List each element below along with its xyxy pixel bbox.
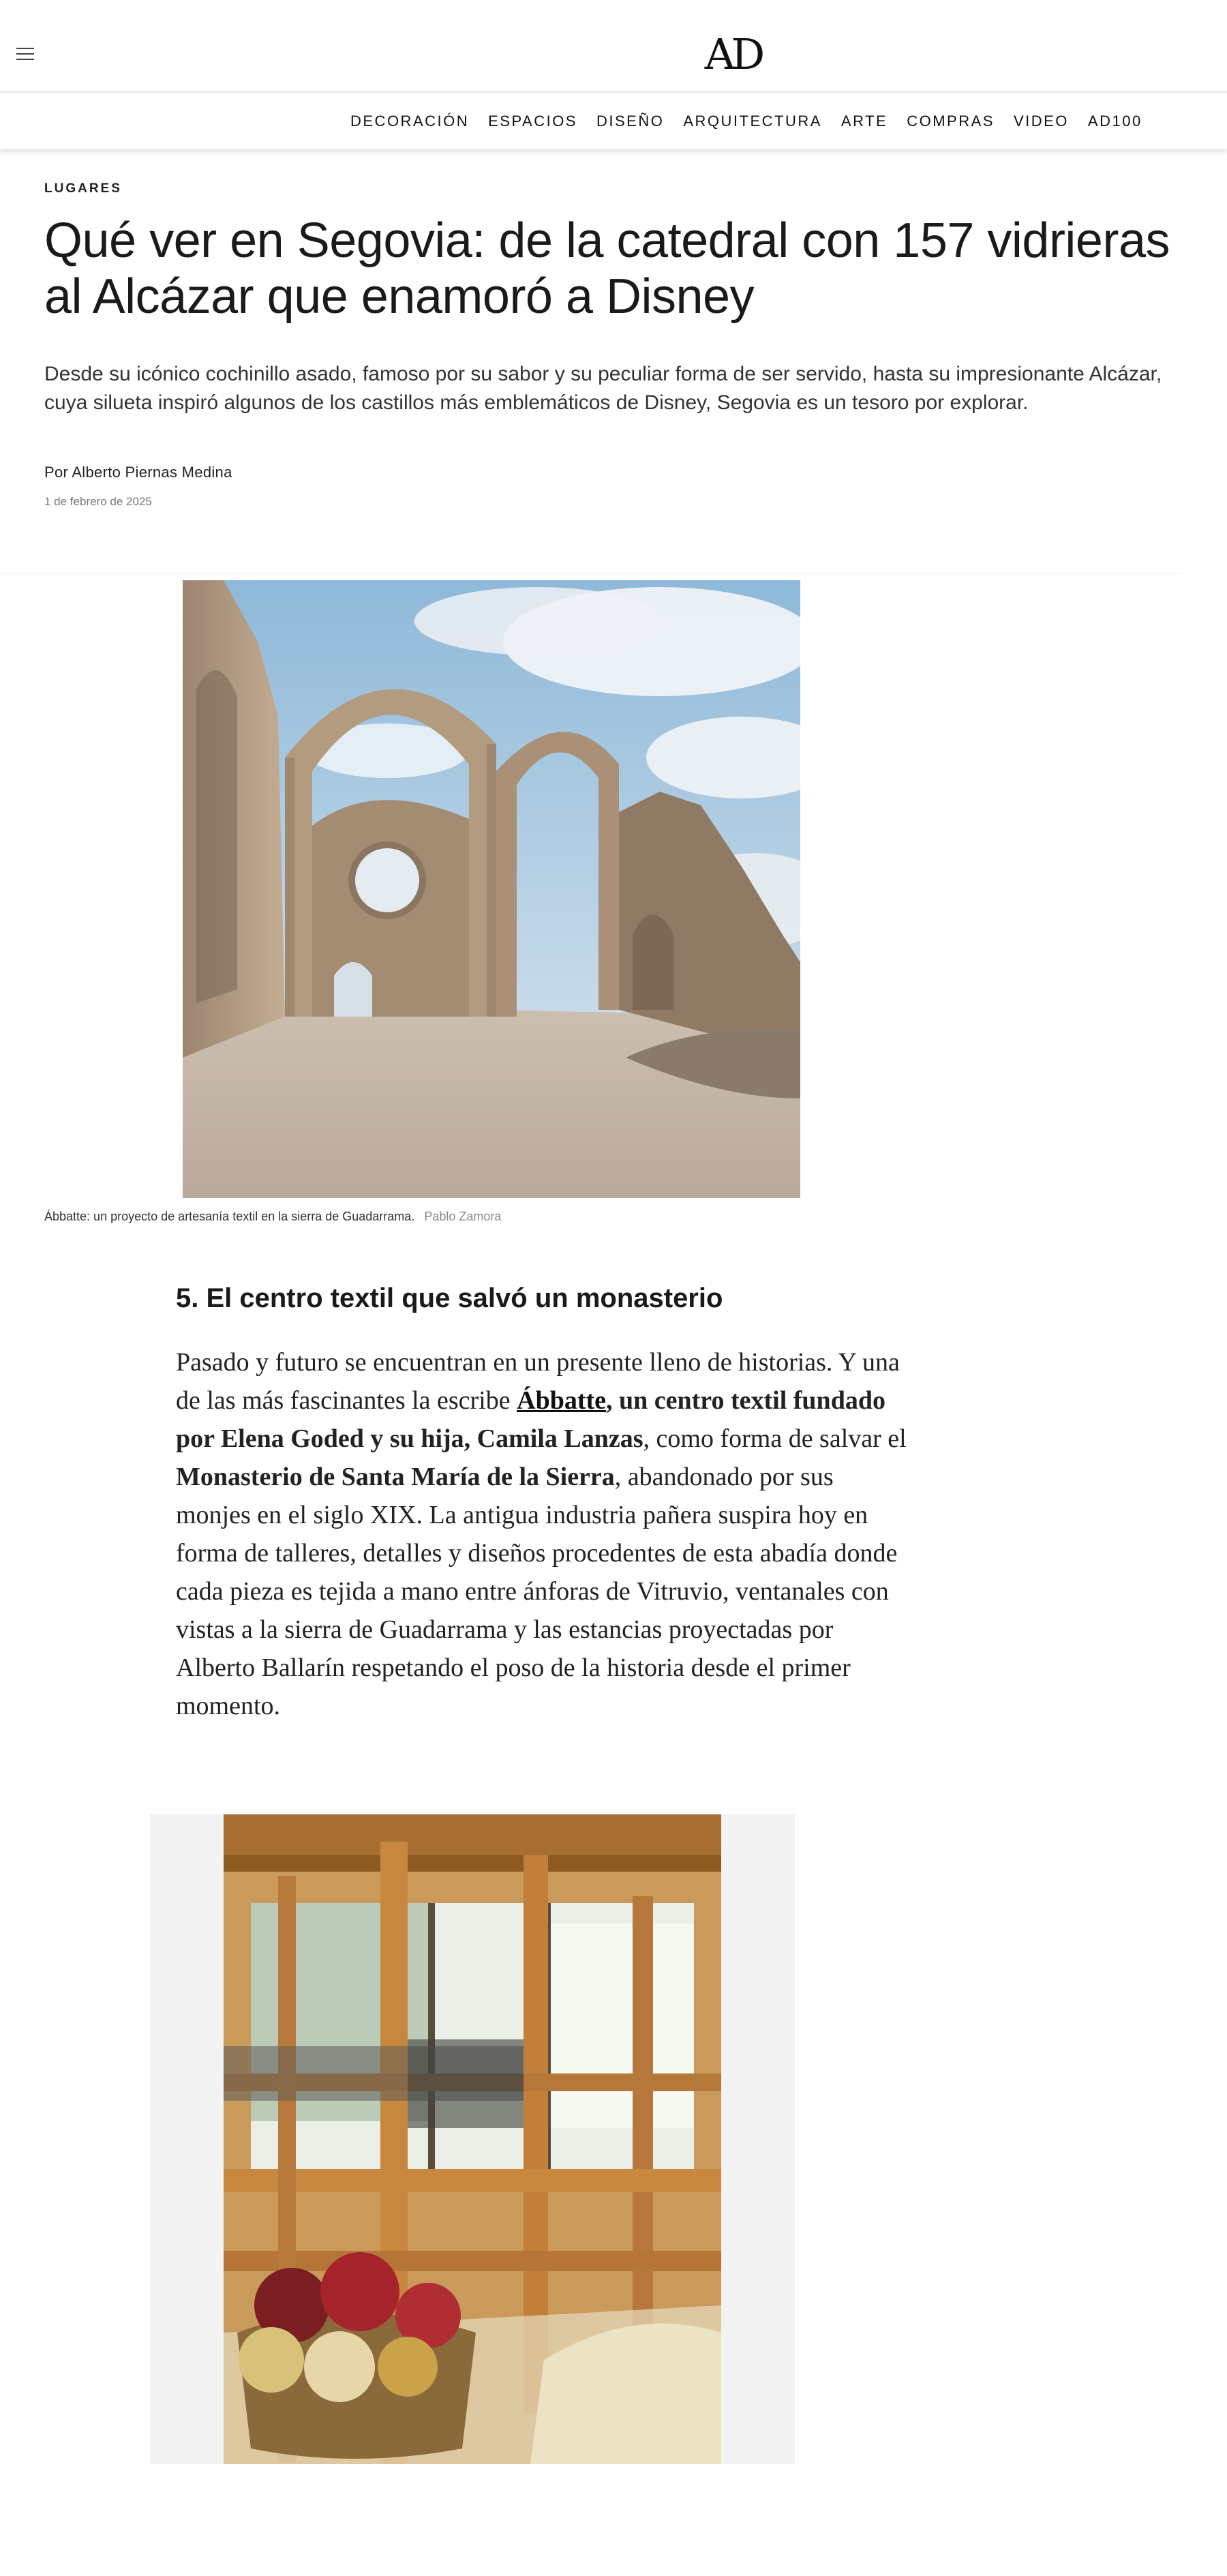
- article-kicker[interactable]: LUGARES: [44, 181, 122, 196]
- hamburger-menu-icon[interactable]: [16, 48, 34, 61]
- article-byline[interactable]: Por Alberto Piernas Medina: [44, 464, 232, 481]
- nav-item-ad100[interactable]: AD100: [1087, 113, 1142, 130]
- paragraph-bold-1: , un centro textil fundado por Elena Goded y su hija, Camila Lanzas: [176, 1386, 885, 1453]
- section-paragraph: [176, 1343, 912, 1725]
- loom-image-frame: [150, 1814, 795, 2464]
- nav-item-arte[interactable]: ARTE: [840, 113, 888, 130]
- nav-item-decoracion[interactable]: DECORACIÓN: [350, 113, 470, 130]
- hero-caption: [44, 1210, 501, 1224]
- article-dek: Desde su icónico cochinillo asado, famoso por su sabor y su peculiar forma de ser servido, hasta su impresionante Alcázar, cuya silueta inspiró algunos de los castillos más emblemáticos de Disney, Segovia es un tesoro por explorar.: [44, 363, 1162, 414]
- nav-item-video[interactable]: VIDEO: [1013, 113, 1069, 130]
- section-heading: 5. El centro textil que salvó un monasterio: [176, 1283, 723, 1313]
- photo-credit: Pablo Zamora: [424, 1210, 502, 1223]
- paragraph-text-2: , como forma de salvar el: [643, 1424, 907, 1453]
- top-header: [0, 0, 1227, 93]
- hero-image: [183, 580, 800, 1198]
- site-logo[interactable]: AD: [704, 29, 761, 79]
- nav-item-espacios[interactable]: ESPACIOS: [488, 113, 577, 130]
- paragraph-text-3: , abandonado por sus monjes en el siglo XIX. La antigua industria pañera suspira hoy en forma de talleres, detalles y diseños procedentes de esta abadía donde cada pieza es tejida a mano entre ánforas de Vitruvio, ventanales con vistas a la sierra de Guadarrama y las estancias proyectadas por Alberto Ballarín respetando el poso de la historia desde el primer momento.: [176, 1463, 898, 1720]
- article-title: Qué ver en Segovia: de la catedral con 157 vidrieras al Alcázar que enamoró a Disney: [44, 213, 1170, 324]
- caption-text: Ábbatte: un proyecto de artesanía textil en la sierra de Guadarrama.: [44, 1210, 415, 1223]
- nav-links: [350, 112, 1162, 131]
- main-navigation: [0, 93, 1227, 150]
- nav-item-compras[interactable]: COMPRAS: [907, 113, 995, 130]
- loom-image: [224, 1814, 721, 2464]
- abbatte-link[interactable]: Ábbatte: [517, 1386, 607, 1415]
- nav-item-diseno[interactable]: DISEÑO: [596, 113, 665, 130]
- nav-item-arquitectura[interactable]: ARQUITECTURA: [683, 113, 822, 130]
- paragraph-text-1: Pasado y futuro se encuentran en un presente lleno de historias. Y una de las más fascinantes la escribe: [176, 1348, 900, 1415]
- paragraph-bold-2: Monasterio de Santa María de la Sierra: [176, 1463, 615, 1491]
- article-date: 1 de febrero de 2025: [44, 495, 152, 508]
